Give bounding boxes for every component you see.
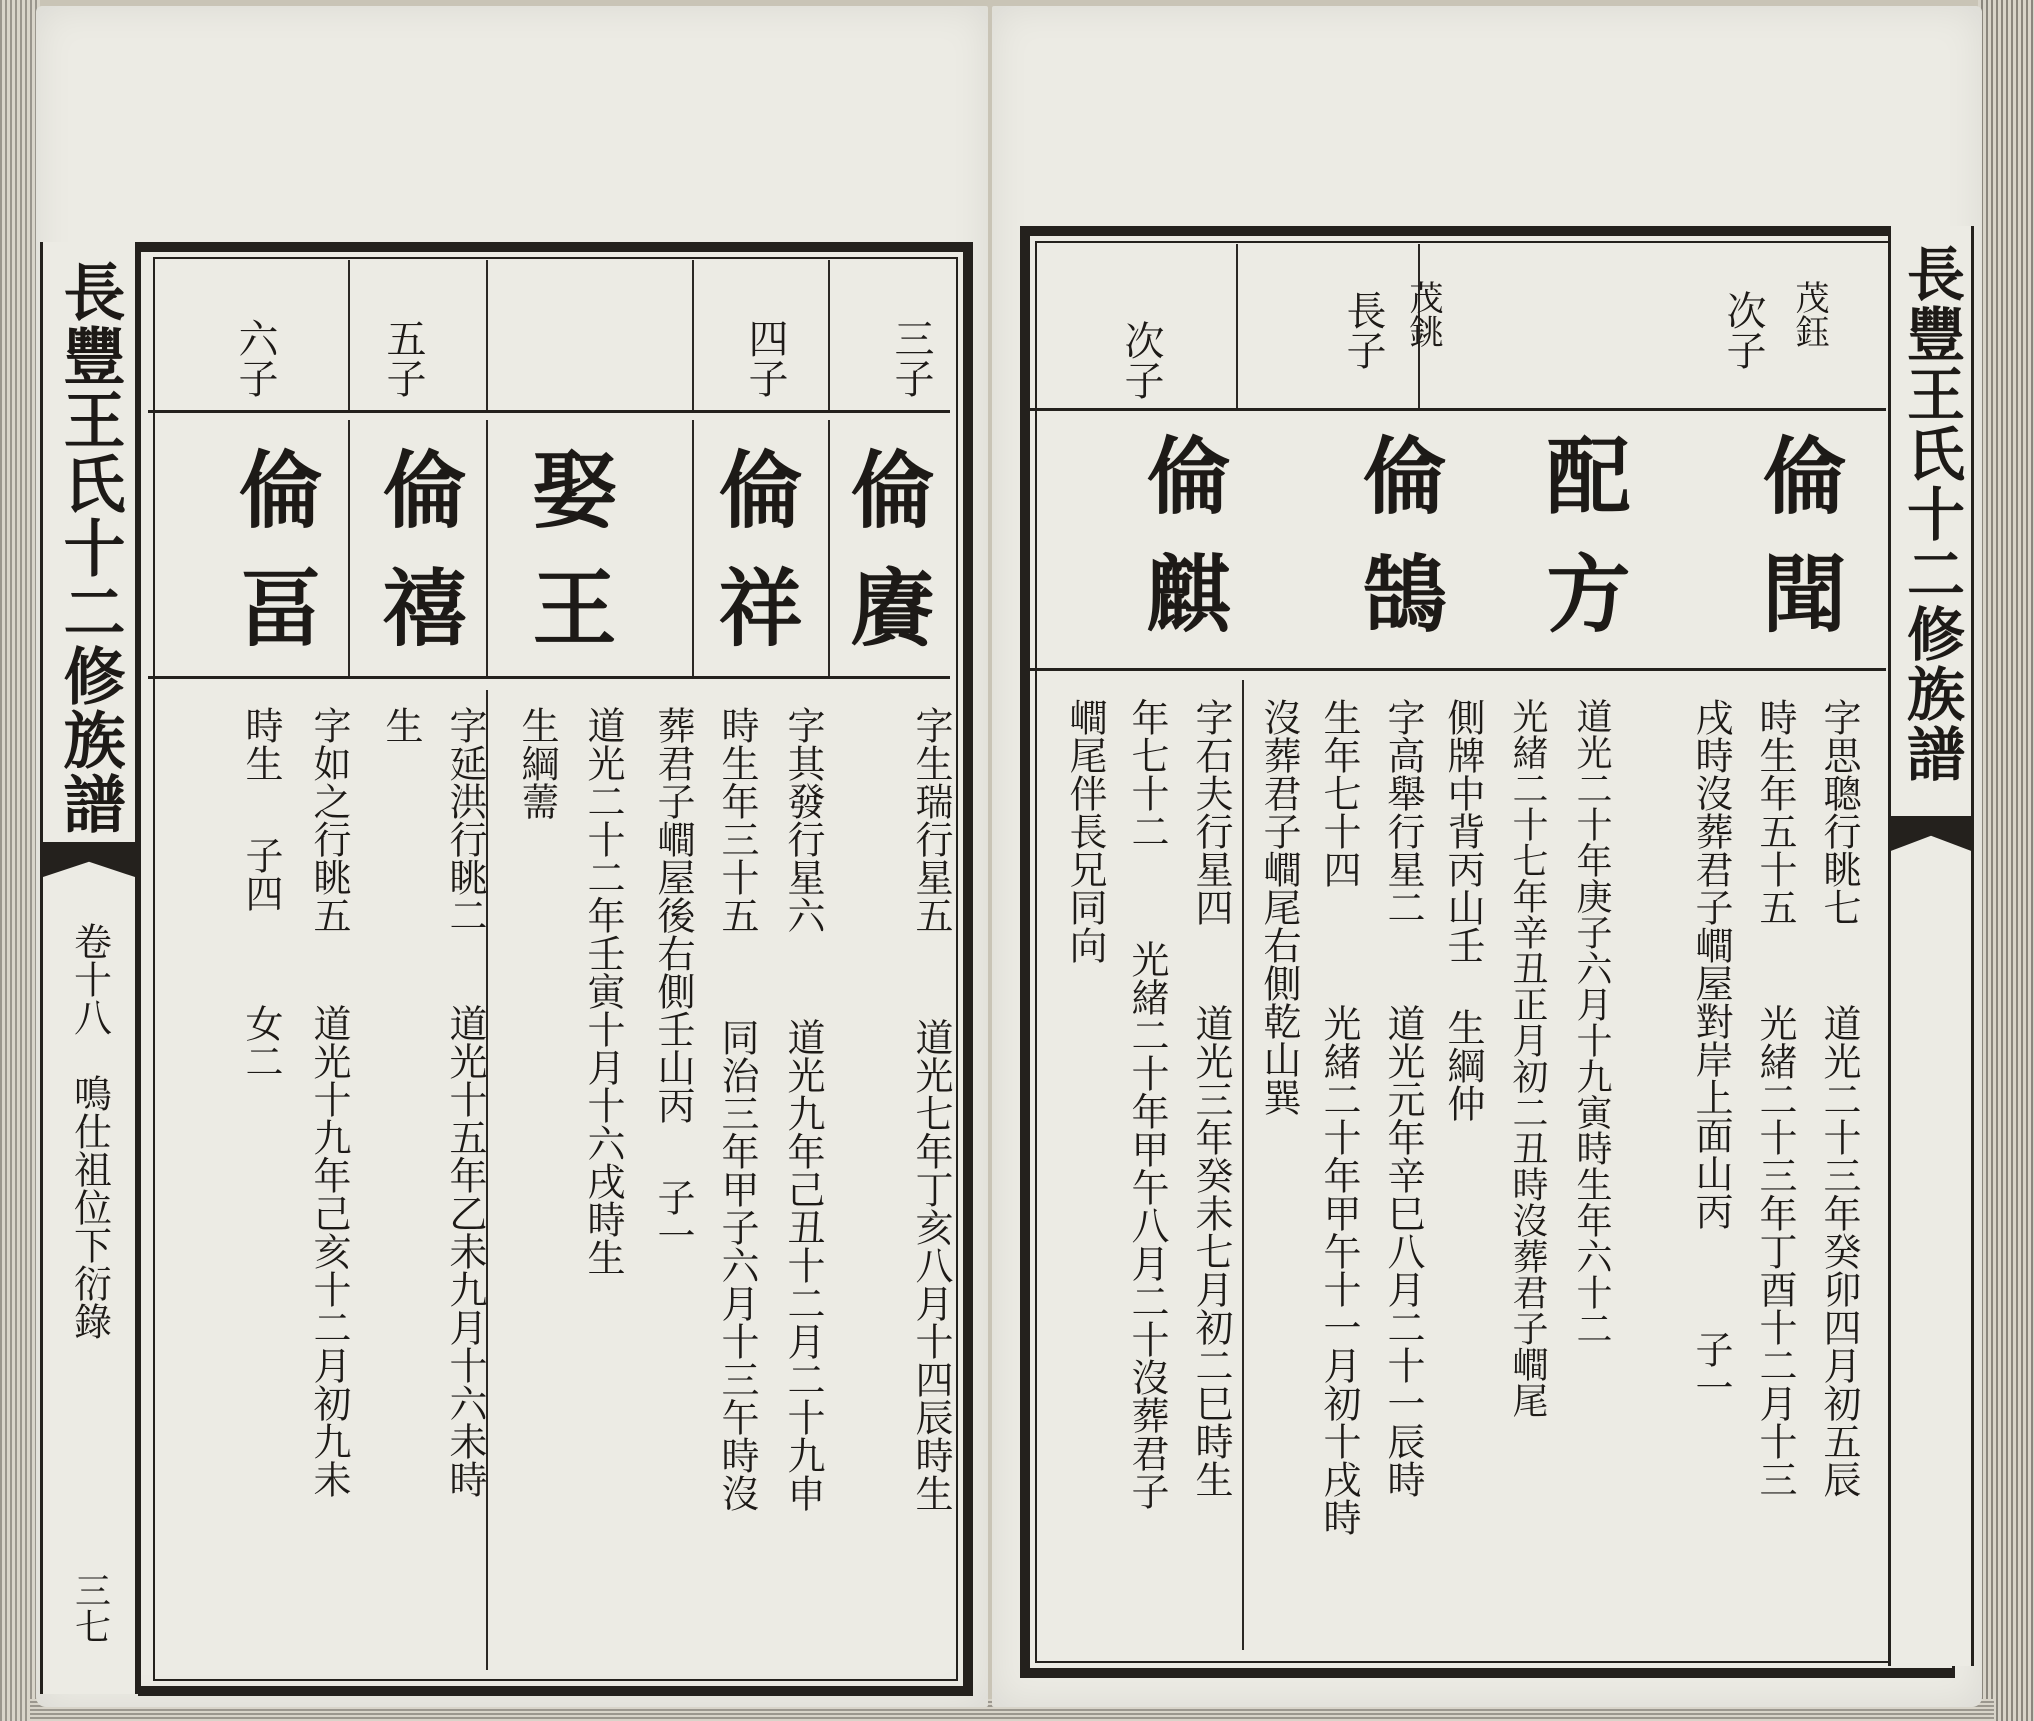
bio-line: 道光二十三年癸卯四月初五辰 <box>1817 1004 1861 1498</box>
bio-line: 道光元年辛巳八月二十一辰時 <box>1381 1004 1425 1498</box>
column-rule <box>828 420 830 676</box>
bio-line: 字延洪行眺二 <box>443 706 487 934</box>
page-edge-left <box>0 0 40 1721</box>
bio-line: 女二 <box>239 1004 283 1080</box>
bio-line: 同治三年甲子六月十三午時沒 <box>715 1018 759 1512</box>
bio-line: 子一 <box>651 1178 695 1254</box>
bio-line: 時生年三十五 <box>715 706 759 934</box>
relation-label: 長子 <box>1340 290 1386 370</box>
bio-line: 字石夫行星四 <box>1189 698 1233 926</box>
bio-line: 生年七十四 <box>1317 698 1361 888</box>
bio-line: 字如之行眺五 <box>307 706 351 934</box>
bio-line: 道光九年己丑十二月二十九申 <box>781 1018 825 1512</box>
relation-label: 次子 <box>1118 320 1164 400</box>
person-name: 倫鵠 <box>1349 432 1448 668</box>
parent-name: 茂鈺 <box>1789 280 1829 348</box>
column-rule <box>692 260 694 410</box>
column-rule <box>348 420 350 676</box>
bio-line: 生 <box>379 706 423 744</box>
bio-line: 字高舉行星二 <box>1381 698 1425 926</box>
relation-row-rule <box>1030 408 1886 411</box>
person-name: 倫祥 <box>705 446 804 682</box>
column-rule <box>486 420 488 676</box>
bio-line: 時生 <box>239 706 283 782</box>
person-name: 倫禧 <box>369 446 468 682</box>
bio-line: 生綱薷 <box>515 706 559 820</box>
bio-line: 道光十五年乙未九月十六未時 <box>443 1004 487 1498</box>
column-rule <box>1236 244 1238 408</box>
person-name: 倫麒 <box>1133 432 1232 668</box>
bio-line: 沒葬君子𡼏尾右側乾山巽 <box>1257 698 1301 1116</box>
name-row-rule <box>1030 668 1886 671</box>
relation-row-rule <box>148 410 950 413</box>
left-fore-edge-strip <box>40 242 138 1694</box>
relation-label: 四子 <box>742 318 788 398</box>
parent-name: 茂銚 <box>1403 280 1443 348</box>
right-fore-edge-strip <box>1888 226 1974 1666</box>
person-name: 倫畐 <box>225 446 324 682</box>
bio-line: 時生年五十五 <box>1753 698 1797 926</box>
bio-line: 光緒二十七年辛丑正月初二丑時沒葬君子𡼏尾 <box>1507 698 1548 1418</box>
relation-label: 六子 <box>232 318 278 398</box>
spouse-name: 娶王 <box>519 446 618 682</box>
left-strip-title: 長豐王氏十二修族譜 <box>53 260 126 836</box>
bio-line: 道光二十年庚子六月十九寅時生年六十二 <box>1571 698 1612 1346</box>
bio-line: 子一 <box>1689 1330 1733 1406</box>
right-strip-title: 長豐王氏十二修族譜 <box>1897 244 1965 784</box>
spouse-name: 配方 <box>1533 432 1632 668</box>
bio-line: 字生瑞行星五 <box>909 706 953 934</box>
bio-line: 道光二十二年壬寅十月十六戌時生 <box>581 706 625 1276</box>
bio-line: 道光三年癸未七月初二巳時生 <box>1189 1004 1233 1498</box>
bio-line: 道光十九年己亥十二月初九未 <box>307 1004 351 1498</box>
bio-line: 側牌中背丙山壬 <box>1441 698 1485 964</box>
bio-line: 字其發行星六 <box>781 706 825 934</box>
fishtail-mark <box>40 842 138 878</box>
volume-label: 卷十八 鳴仕祖位下衍錄 <box>67 922 112 1340</box>
bio-line: 光緒二十年甲午十一月初十戌時 <box>1317 1004 1361 1536</box>
relation-label: 次子 <box>1720 290 1766 370</box>
bio-line: 戌時沒葬君子𡼏屋對岸上面山丙 <box>1689 698 1733 1230</box>
column-rule <box>828 260 830 410</box>
bio-line: 葬君子𡼏屋後右側壬山丙 <box>651 706 695 1124</box>
bio-line: 光緒二十年甲午八月二十沒葬君子 <box>1125 940 1169 1510</box>
person-name: 倫賡 <box>837 446 936 682</box>
column-rule <box>1242 680 1244 1650</box>
page-edge-right <box>1978 0 2034 1721</box>
folio-number: 三七 <box>69 1572 111 1644</box>
column-rule <box>692 420 694 676</box>
bio-line: 生綱仲 <box>1441 1008 1485 1122</box>
bio-line: 𡼏尾伴長兄同向 <box>1063 698 1107 964</box>
relation-label: 五子 <box>380 318 426 398</box>
column-rule <box>486 260 488 410</box>
bio-line: 子四 <box>239 836 283 912</box>
bio-line: 年七十二 <box>1125 698 1169 850</box>
bio-line: 道光七年丁亥八月十四辰時生 <box>909 1018 953 1512</box>
relation-label: 三子 <box>888 318 934 398</box>
fishtail-mark <box>1888 816 1974 852</box>
column-rule <box>348 260 350 410</box>
bio-line: 光緒二十三年丁酉十二月十三 <box>1753 1004 1797 1498</box>
person-name: 倫聞 <box>1749 432 1848 668</box>
bio-line: 字思聰行眺七 <box>1817 698 1861 926</box>
